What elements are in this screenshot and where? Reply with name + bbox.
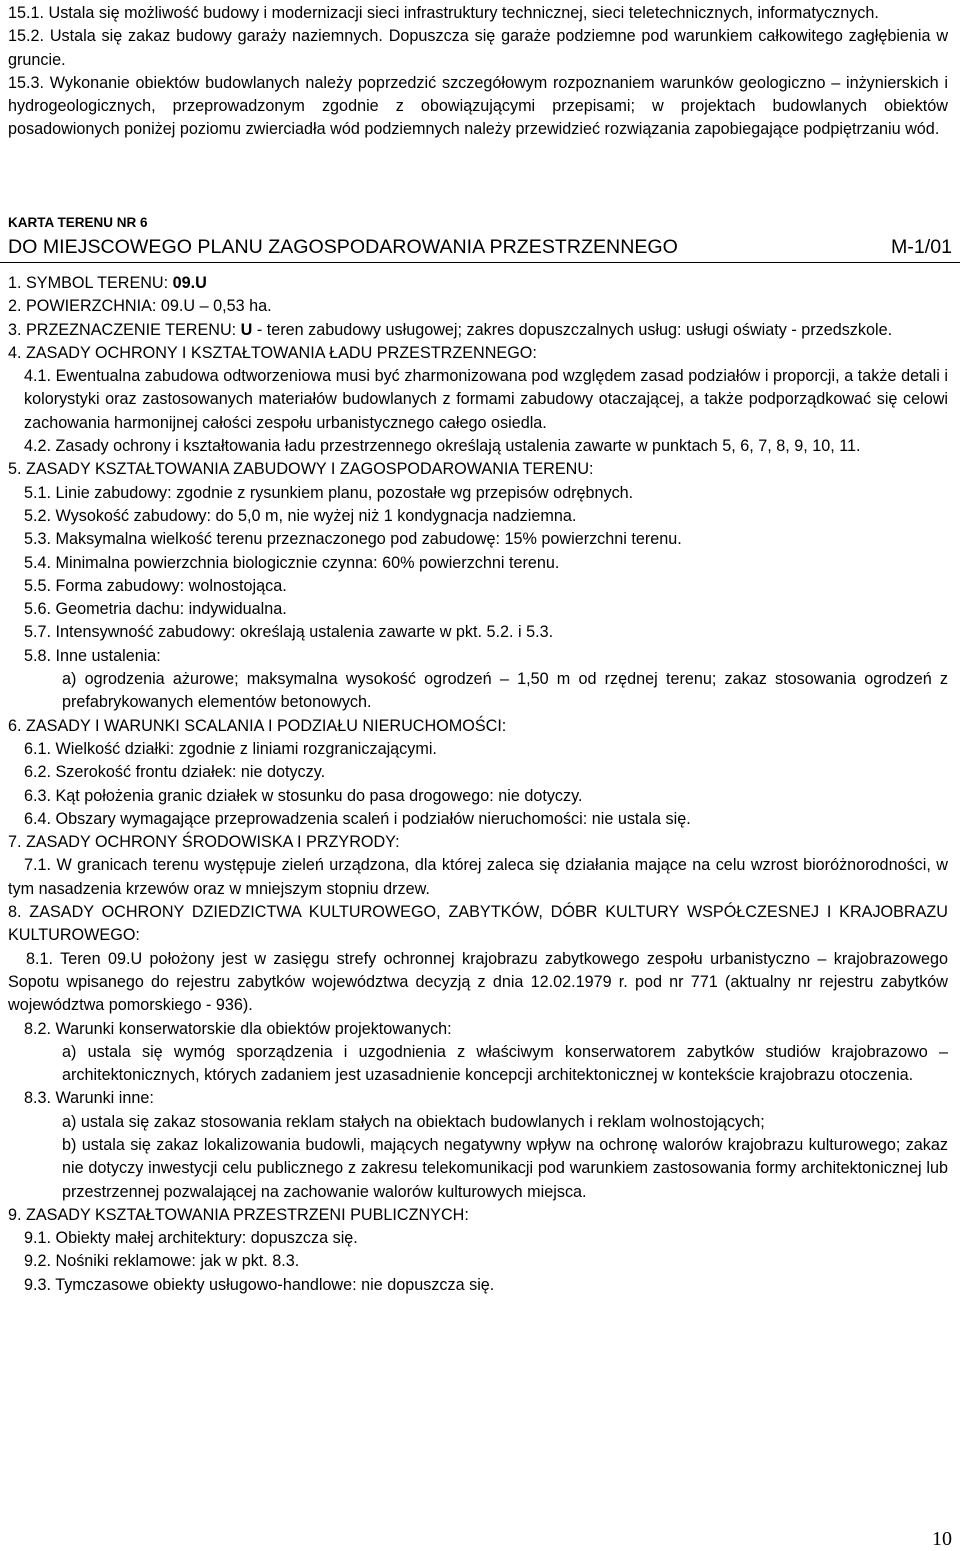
page-number: 10 <box>932 1528 952 1550</box>
paragraph-number: 15.2. <box>8 27 45 46</box>
paragraph-text: Ustala się zakaz budowy garaży naziemnych. Dopuszcza się garaże podziemne pod warunkiem całkowitego zagłębienia w gruncie. <box>8 27 949 69</box>
symbol-value: 09.U <box>172 274 207 292</box>
section-7-title: 7. ZASADY OCHRONY ŚRODOWISKA I PRZYRODY: <box>8 833 400 852</box>
item-9-1: 9.1. Obiekty małej architektury: dopuszcza się. <box>24 1229 358 1248</box>
symbol-line <box>0 272 954 295</box>
card-title-big: DO MIEJSCOWEGO PLANU ZAGOSPODAROWANIA PRZESTRZENNEGO <box>8 236 678 258</box>
item-8-1: 8.1. Teren 09.U położony jest w zasięgu strefy ochronnej krajobrazu zabytkowego zespołu urbanistyczno – krajobrazowego Sopotu wpisanego do rejestru zabytków województwa decyzją z dnia 12.02.1979 r. pod nr 771 (aktualny nr rejestru zabytków województwa pomorskiego - 936). <box>8 949 948 1015</box>
item-8-3-a: a) ustala się zakaz stosowania reklam stałych na obiektach budowlanych i reklam wolnostojących; <box>62 1112 765 1131</box>
item-5-7: 5.7. Intensywność zabudowy: określają ustalenia zawarte w pkt. 5.2. i 5.3. <box>24 623 554 642</box>
paragraph-15-2 <box>0 25 954 72</box>
paragraph-text: Wykonanie obiektów budowlanych należy poprzedzić szczegółowym rozpoznaniem warunków geologiczno – inżynierskich i hydrogeologicznych, przeprowadzonym zgodnie z obowiązującymi przepisami; w projektach budowlanych obiektów posadowionych poniżej poziomu zwierciadła wód podziemnych należy przewidzieć rozwiązania zapobiegające podpiętrzaniu wód. <box>8 73 948 139</box>
card-title-small: KARTA TERENU NR 6 <box>8 215 148 230</box>
section-5-title: 5. ZASADY KSZTAŁTOWANIA ZABUDOWY I ZAGOSPODAROWANIA TERENU: <box>8 460 594 479</box>
purpose-line <box>0 319 954 342</box>
area-line: 2. POWIERZCHNIA: 09.U – 0,53 ha. <box>8 297 272 316</box>
intro-section <box>0 2 954 142</box>
item-8-2: 8.2. Warunki konserwatorskie dla obiektów projektowanych: <box>24 1019 452 1038</box>
item-9-3: 9.3. Tymczasowe obiekty usługowo-handlowe: nie dopuszcza się. <box>24 1275 495 1294</box>
section-8-title: 8. ZASADY OCHRONY DZIEDZICTWA KULTUROWEGO, ZABYTKÓW, DÓBR KULTURY WSPÓŁCZESNEJ I KRAJOBRAZU KULTUROWEGO: <box>8 903 948 945</box>
paragraph-text: Ustala się możliwość budowy i modernizacji sieci infrastruktury technicznej, sieci teletechnicznych, informatycznych. <box>48 4 879 22</box>
card-body <box>0 272 954 1297</box>
symbol-label: 1. SYMBOL TERENU: <box>8 274 173 292</box>
item-5-3: 5.3. Maksymalna wielkość terenu przeznaczonego pod zabudowę: 15% powierzchni terenu. <box>24 530 682 549</box>
card-title-row <box>0 234 960 263</box>
purpose-symbol: U <box>240 320 253 339</box>
item-6-4: 6.4. Obszary wymagające przeprowadzenia scaleń i podziałów nieruchomości: nie ustala się. <box>24 809 691 828</box>
item-5-5: 5.5. Forma zabudowy: wolnostojąca. <box>24 576 287 595</box>
section-4-title: 4. ZASADY OCHRONY I KSZTAŁTOWANIA ŁADU PRZESTRZENNEGO: <box>8 343 537 362</box>
item-8-3-b: b) ustala się zakaz lokalizowania budowli, mających negatywny wpływ na ochronę walorów krajobrazu kulturowego; zakaz nie dotyczy inwestycji celu publicznego z zakresu telekomunikacji pod warunkiem zastosowania formy architektonicznej lub przestrzennej pozwalającej na zachowanie walorów kulturowych miejsca. <box>62 1135 948 1201</box>
paragraph-number: 15.1. <box>8 4 45 22</box>
paragraph-15-3 <box>0 72 954 142</box>
item-8-3: 8.3. Warunki inne: <box>24 1089 154 1108</box>
purpose-text: - teren zabudowy usługowej; zakres dopuszczalnych usług: usługi oświaty - przedszkole. <box>252 320 893 339</box>
paragraph-number: 15.3. <box>8 73 45 92</box>
item-4-1: 4.1. Ewentualna zabudowa odtworzeniowa musi być zharmonizowana pod względem zasad podziałów i proporcji, a także detali i kolorystyki oraz zastosowanych materiałów budowlanych z formami zabudowy otaczającej, a także podporządkować się celowi zachowania harmonijnej całości zespołu urbanistycznego całego osiedla. <box>24 367 948 432</box>
item-5-2: 5.2. Wysokość zabudowy: do 5,0 m, nie wyżej niż 1 kondygnacja nadziemna. <box>24 506 577 525</box>
item-9-2: 9.2. Nośniki reklamowe: jak w pkt. 8.3. <box>24 1252 300 1271</box>
item-6-2: 6.2. Szerokość frontu działek: nie dotyczy. <box>24 763 326 782</box>
card-code: M-1/01 <box>891 236 952 258</box>
item-6-3: 6.3. Kąt położenia granic działek w stosunku do pasa drogowego: nie dotyczy. <box>24 786 583 805</box>
purpose-label: 3. PRZEZNACZENIE TERENU: <box>8 320 241 339</box>
item-5-8: 5.8. Inne ustalenia: <box>24 646 161 665</box>
item-4-2: 4.2. Zasady ochrony i kształtowania ładu przestrzennego określają ustalenia zawarte w punktach 5, 6, 7, 8, 9, 10, 11. <box>24 437 861 456</box>
item-6-1: 6.1. Wielkość działki: zgodnie z liniami rozgraniczającymi. <box>24 739 437 758</box>
item-5-1: 5.1. Linie zabudowy: zgodnie z rysunkiem planu, pozostałe wg przepisów odrębnych. <box>24 483 634 502</box>
item-5-6: 5.6. Geometria dachu: indywidualna. <box>24 600 287 619</box>
section-9-title: 9. ZASADY KSZTAŁTOWANIA PRZESTRZENI PUBLICZNYCH: <box>8 1205 469 1224</box>
item-5-8-a: a) ogrodzenia ażurowe; maksymalna wysokość ogrodzeń – 1,50 m od rzędnej terenu; zakaz stosowania ogrodzeń z prefabrykowanych elementów betonowych. <box>62 670 948 712</box>
item-7-1: 7.1. W granicach terenu występuje zieleń urządzona, dla której zaleca się działania mające na celu wzrost bioróżnorodności, w tym nasadzenia krzewów oraz w mniejszym stopniu drzew. <box>8 856 948 898</box>
item-5-4: 5.4. Minimalna powierzchnia biologicznie czynna: 60% powierzchni terenu. <box>24 553 560 572</box>
card-header <box>0 212 960 263</box>
section-6-title: 6. ZASADY I WARUNKI SCALANIA I PODZIAŁU NIERUCHOMOŚCI: <box>8 716 507 735</box>
paragraph-15-1 <box>0 2 954 25</box>
item-8-2-a: a) ustala się wymóg sporządzenia i uzgodnienia z właściwym konserwatorem zabytków studiów krajobrazowo – architektonicznych, których zadaniem jest uzasadnienie koncepcji architektonicznej w kontekście krajobrazu otoczenia. <box>62 1042 948 1085</box>
